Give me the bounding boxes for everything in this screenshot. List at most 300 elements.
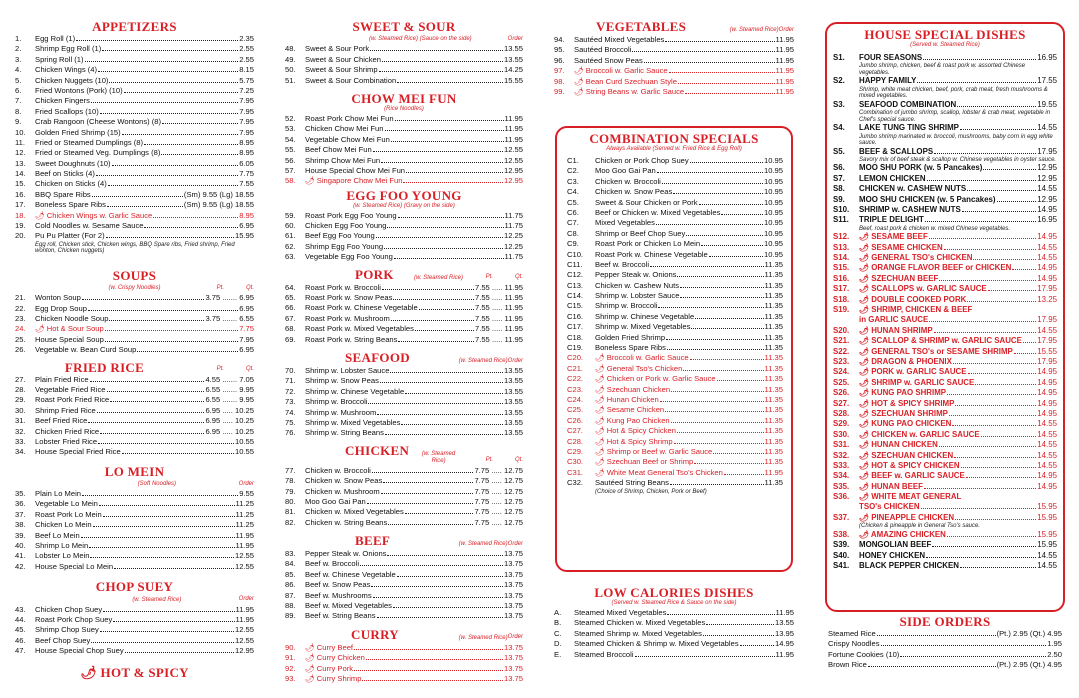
column-header: Order <box>778 26 794 33</box>
soups-subhead <box>15 283 254 293</box>
house-special-list <box>833 53 1057 571</box>
menu-item <box>833 502 1057 512</box>
chop-suey-subhead <box>15 594 254 604</box>
item-number: 16. <box>15 189 26 199</box>
dot-leader <box>960 567 1036 568</box>
item-number: 54. <box>285 134 296 144</box>
dot-leader <box>677 432 764 433</box>
dot-leader <box>385 434 503 435</box>
item-name: 🌶 Sesame Chicken <box>595 405 665 415</box>
item-name: Vegetable Fried Rice <box>35 384 106 394</box>
item-number: C24. <box>567 394 584 404</box>
item-number: 67. <box>285 313 296 323</box>
item-name: 🌶 HUNAN SHRIMP <box>859 325 933 335</box>
dot-leader <box>924 488 1036 489</box>
item-price: 17.95 <box>1037 336 1057 346</box>
item-name: SEAFOOD COMBINATION <box>859 99 957 109</box>
appetizers-list <box>15 34 254 255</box>
menu-item <box>833 367 1057 377</box>
item-price: 17.95 <box>1037 315 1057 325</box>
item-price: 12.95 <box>1037 194 1057 204</box>
menu-item <box>554 629 794 639</box>
item-number: S16. <box>833 273 850 283</box>
menu-item <box>554 35 794 45</box>
item-price: 13.55 <box>503 407 523 417</box>
dot-leader <box>373 597 503 598</box>
item-number: 26. <box>15 345 26 355</box>
item-name: Sweet & Sour Chicken <box>305 54 381 64</box>
item-price: 12.95 <box>503 165 523 175</box>
item-number: 72. <box>285 386 296 396</box>
item-number: S32. <box>833 450 850 460</box>
item-number: C31. <box>567 467 584 477</box>
item-name: House Special Chop Suey <box>35 646 124 656</box>
menu-item <box>833 492 1057 502</box>
item-name: Sautéed Broccoli <box>574 45 632 55</box>
item-number: 48. <box>285 44 296 54</box>
item-price: 11.95 <box>775 608 794 617</box>
item-number: 32. <box>15 426 26 436</box>
dot-leader <box>137 351 238 352</box>
section-subtitle: (w. Steamed Rice) (Sauce on the side) <box>368 36 472 43</box>
item-name: Crab Rangoon (Cheese Wontons) (8) <box>35 117 162 127</box>
item-name: 🌶 SHRIMP w. GARLIC SAUCE <box>859 377 975 387</box>
item-number: S9. <box>833 194 845 204</box>
side-orders-list <box>828 629 1062 671</box>
item-price: 14.55 <box>1037 184 1057 194</box>
vegetables-title-group <box>554 20 779 35</box>
section-subtitle: (Served w. Steamed Rice & Sauce on the side) <box>611 600 737 606</box>
section-subtitle: (w. Crispy Noodles) <box>108 285 161 292</box>
item-price: 10.95 <box>763 166 783 176</box>
menu-item <box>833 461 1057 471</box>
dot-leader <box>724 474 764 475</box>
dot-leader <box>419 309 474 310</box>
dot-leader <box>671 422 764 423</box>
menu-item <box>833 100 1057 110</box>
item-name: 🌶 DOUBLE COOKED PORK <box>859 294 967 304</box>
item-name: 🌶 Hot & Spicy Shrimp <box>595 436 673 446</box>
item-name: TRIPLE DELIGHT <box>859 215 924 225</box>
item-price: 11.35 <box>764 457 783 467</box>
item-name: 🌶 Broccoli w. Garlic Sauce <box>574 66 668 76</box>
item-number: C30. <box>567 457 584 467</box>
menu-item <box>833 195 1057 205</box>
dot-leader <box>81 537 235 538</box>
item-name: Shrimp Egg Roll (1) <box>35 44 102 54</box>
menu-item <box>15 625 254 635</box>
menu-item <box>833 378 1057 388</box>
item-note: (Choice of Shrimp, Chicken, Pork or Beef) <box>595 488 707 495</box>
menu-item <box>15 324 254 334</box>
menu-item <box>285 324 523 334</box>
item-name: 🌶 Curry Chicken <box>305 653 365 663</box>
item-number: C25. <box>567 405 584 415</box>
item-name: Chicken w. Mixed Vegetables <box>305 507 404 517</box>
item-price: 7.55 ..... 11.95 <box>475 324 523 334</box>
item-name: MOO SHU PORK (w. 5 Pancakes) <box>859 163 983 173</box>
dot-leader <box>662 183 763 184</box>
item-number: S10. <box>833 205 850 215</box>
item-price: 13.75 <box>503 673 523 683</box>
item-number: S38. <box>833 529 850 539</box>
dot-leader <box>124 92 239 93</box>
dot-leader <box>917 82 1036 83</box>
menu-item <box>567 229 783 239</box>
dot-leader <box>91 102 238 103</box>
section-title: CHOP SUEY <box>95 579 174 595</box>
menu-item <box>833 184 1057 194</box>
menu-item <box>828 660 1062 670</box>
column-header: Order <box>507 540 523 547</box>
menu-item <box>833 163 1057 173</box>
item-price: 14.25 <box>503 65 523 75</box>
dot-leader <box>100 631 234 632</box>
menu-item <box>15 117 254 127</box>
dot-leader <box>401 424 503 425</box>
item-price: 11.95 <box>775 76 794 86</box>
item-price: 13.75 <box>503 549 523 559</box>
dot-leader <box>122 134 239 135</box>
menu-item <box>567 343 783 353</box>
dot-leader <box>390 372 503 373</box>
fried-rice-head <box>15 361 254 375</box>
item-number: 3. <box>15 54 22 64</box>
dot-leader <box>103 516 235 517</box>
menu-item <box>833 174 1057 184</box>
menu-item <box>567 198 783 208</box>
item-name: Chicken or Pork Chop Suey <box>595 156 689 165</box>
item-name: Chicken Egg Foo Young <box>305 221 387 231</box>
item-name: Roast Pork w. String Beans <box>305 334 398 344</box>
item-price: 14.95 <box>1037 367 1057 377</box>
item-number: S25. <box>833 377 850 387</box>
item-price: 6.55 ....... 9.95 <box>205 395 254 405</box>
pork-list <box>285 283 523 345</box>
menu-item <box>285 549 523 559</box>
item-number: C15. <box>567 301 584 311</box>
dot-leader <box>955 519 1036 520</box>
item-price: 7.75 ..... 12.75 <box>474 496 523 506</box>
item-number: S14. <box>833 253 850 263</box>
menu-item <box>567 177 783 187</box>
item-price: 13.25 <box>1037 294 1057 304</box>
section-subtitle: (w. Steamed Rice) <box>421 450 456 464</box>
section-title: BEEF <box>355 533 391 549</box>
item-number: 21. <box>15 293 26 303</box>
dot-leader <box>393 299 474 300</box>
pork-head <box>285 268 523 283</box>
item-number: 22. <box>15 303 26 313</box>
item-number: 63. <box>285 252 296 262</box>
menu-item <box>567 156 783 166</box>
menu-item <box>833 451 1057 461</box>
item-number: 78. <box>285 476 296 486</box>
item-number: S12. <box>833 232 850 242</box>
dot-leader <box>1014 353 1036 354</box>
item-name: 🌶 SZECHUAN SHRIMP <box>859 408 948 418</box>
dot-leader <box>89 547 234 548</box>
item-name: Spring Roll (1) <box>35 54 84 64</box>
item-number: 83. <box>285 549 296 559</box>
item-price: 11.35 <box>764 343 783 353</box>
item-name: HAPPY FAMILY <box>859 76 917 86</box>
item-number: 29. <box>15 395 26 405</box>
chow-mei-fun-list <box>285 114 523 187</box>
item-price: 7.75 ..... 12.75 <box>474 486 523 496</box>
dot-leader <box>881 645 1047 646</box>
menu-item <box>567 312 783 322</box>
item-number: C28. <box>567 436 584 446</box>
item-number: 18. <box>15 210 26 220</box>
item-number: 13. <box>15 158 26 168</box>
item-name: Chicken Noodle Soup <box>35 314 109 323</box>
item-name: 🌶 Szechuan Beef or Shrimp <box>595 457 694 467</box>
dot-leader <box>671 391 763 392</box>
item-number: 76. <box>285 428 296 438</box>
section-title: 🌶 HOT & SPICY <box>80 664 189 680</box>
dot-leader <box>100 433 204 434</box>
item-price: 7.75 <box>239 324 254 334</box>
item-number: 98. <box>554 76 565 86</box>
item-price: 11.95 <box>775 66 794 76</box>
item-number: C21. <box>567 363 584 373</box>
item-name: FOUR SEASONS <box>859 53 923 62</box>
item-price: 14.55 <box>1037 242 1057 252</box>
menu-item <box>833 357 1057 367</box>
item-name: Shrimp w. Mixed Vegetables <box>305 417 401 427</box>
item-name: 🌶 HOT & SPICY CHICKEN <box>859 460 960 470</box>
menu-item <box>285 428 523 438</box>
dot-leader <box>953 363 1036 364</box>
dot-leader <box>701 245 763 246</box>
item-number: 4. <box>15 65 22 75</box>
curry-title-group <box>285 628 508 643</box>
menu-item <box>554 66 794 76</box>
dot-leader <box>354 649 503 650</box>
item-number: S3. <box>833 99 845 109</box>
menu-item <box>567 364 783 374</box>
menu-item <box>15 551 254 561</box>
item-number: 70. <box>285 366 296 375</box>
menu-item <box>833 243 1057 253</box>
item-price: (Sm) 9.55 (Lg) 18.55 <box>183 200 254 210</box>
section-subtitle: (Rice Noodles) <box>384 105 424 112</box>
menu-item <box>833 540 1057 550</box>
item-name: 🌶 BEEF w. GARLIC SAUCE <box>859 471 965 481</box>
item-name: Steamed Broccoli <box>574 649 634 659</box>
dot-leader <box>632 51 774 52</box>
item-number: 20. <box>15 231 26 241</box>
column-header: Qt. <box>514 274 523 281</box>
item-price: 13.55 <box>503 366 523 375</box>
item-number: C. <box>554 628 562 638</box>
item-price: 7.75 ..... 12.75 <box>474 507 523 517</box>
item-name: 🌶 Curry Shrimp <box>305 673 362 683</box>
item-number: S26. <box>833 388 850 398</box>
menu-item <box>285 135 523 145</box>
item-number: 58. <box>285 176 296 186</box>
item-number: 90. <box>285 642 296 652</box>
dot-leader <box>656 224 763 225</box>
item-number: 80. <box>285 496 296 506</box>
dot-leader <box>91 642 234 643</box>
item-price: 10.55 <box>234 436 254 446</box>
item-price: 10.95 <box>763 218 783 228</box>
item-name: Pepper Steak w. Onions <box>595 270 677 280</box>
item-price: 6.95 <box>239 221 254 231</box>
dot-leader <box>983 169 1036 170</box>
dot-leader <box>103 611 234 612</box>
dot-leader <box>110 401 204 402</box>
dot-leader <box>366 659 503 660</box>
item-name: Sweet Doughnuts (10) <box>35 158 111 168</box>
section-title: CURRY <box>351 626 399 642</box>
section-subtitle: (w. Steamed Rice) <box>458 541 508 548</box>
dot-leader <box>957 106 1036 107</box>
dot-leader <box>391 320 474 321</box>
item-name: 🌶 AMAZING CHICKEN <box>859 529 946 539</box>
item-number: 7. <box>15 96 22 106</box>
item-price: 11.95 <box>775 55 794 65</box>
item-name: Beef Lo Mein <box>35 530 80 540</box>
item-number: 25. <box>15 334 26 344</box>
item-price: 12.25 <box>503 231 523 241</box>
item-name: 🌶 GENERAL TSO's CHICKEN <box>859 253 973 263</box>
dot-leader <box>82 299 205 300</box>
section-subtitle: Always Available (Served w. Fried Rice & Egg Roll) <box>606 146 742 152</box>
item-price: 7.75 ..... 12.75 <box>474 517 523 527</box>
item-name: House Special Soup <box>35 334 104 344</box>
item-name: Beef w. Mushrooms <box>305 590 372 600</box>
menu-item <box>285 55 523 65</box>
item-name: Vegetable Egg Foo Young <box>305 252 393 262</box>
item-number: 47. <box>15 646 26 656</box>
item-price: 11.95 <box>504 134 523 144</box>
menu-item <box>15 489 254 499</box>
item-price: 1.95 <box>1047 639 1062 649</box>
menu-item <box>567 405 783 415</box>
item-price: 14.95 <box>774 639 794 649</box>
dot-leader <box>92 196 183 197</box>
item-price: 10.95 <box>763 156 783 165</box>
item-name: Chicken Chop Suey <box>35 604 103 614</box>
item-number: 14. <box>15 169 26 179</box>
column-header: Pt. <box>485 457 493 464</box>
menu-item <box>567 447 783 457</box>
menu-item <box>15 562 254 572</box>
item-price: 12.95 <box>234 646 254 656</box>
menu-item <box>15 304 254 314</box>
item-price: 7.95 <box>239 127 254 137</box>
item-name: Chicken on Sticks (4) <box>35 179 107 189</box>
item-number: S5. <box>833 146 845 156</box>
item-number: 73. <box>285 397 296 407</box>
item-number: C18. <box>567 332 584 342</box>
item-price: 19.55 <box>1037 99 1057 109</box>
item-name: Beef Egg Foo Young <box>305 231 375 241</box>
dot-leader <box>93 526 235 527</box>
item-price: 8.95 <box>239 148 254 158</box>
item-number: S22. <box>833 346 850 356</box>
menu-item <box>833 295 1057 305</box>
beef-title-group <box>285 534 508 549</box>
item-price: 14.55 <box>1037 560 1057 570</box>
dot-leader <box>153 217 238 218</box>
dot-leader <box>391 141 504 142</box>
item-price: 14.95 <box>1037 481 1057 491</box>
item-number: C19. <box>567 343 584 353</box>
item-price: 7.95 <box>239 334 254 344</box>
item-name: Chicken w. Broccoli <box>305 465 371 475</box>
item-name: Fried or Steamed Veg. Dumplings (8) <box>35 148 161 158</box>
menu-item <box>285 664 523 674</box>
item-price: 17.55 <box>1037 76 1057 86</box>
item-name: Beef Chop Suey <box>35 635 91 645</box>
item-price: 11.95 <box>775 35 794 44</box>
item-name: 🌶 DRAGON & PHOENIX <box>859 356 952 366</box>
item-price: 11.35 <box>764 374 783 384</box>
item-price: 10.95 <box>763 197 783 207</box>
section-subtitle: (w. Steamed Rice) <box>413 274 463 281</box>
dot-leader <box>372 472 474 473</box>
item-price: 12.55 <box>503 145 523 155</box>
menu-item <box>15 293 254 303</box>
item-number: 37. <box>15 509 26 519</box>
dot-leader <box>387 227 503 228</box>
item-price: 14.95 <box>1037 408 1057 418</box>
dot-leader <box>382 61 503 62</box>
item-number: 61. <box>285 231 296 241</box>
item-note: Shrimp, white meat chicken, beef, pork, crab meat, fresh mushrooms & mixed vegetables. <box>859 86 1048 100</box>
menu-item <box>15 211 254 221</box>
item-price: 11.95 <box>235 530 254 540</box>
curry-head <box>285 628 523 643</box>
dot-leader <box>680 287 764 288</box>
dot-leader <box>932 546 1036 547</box>
item-price: 2.55 <box>239 54 254 64</box>
menu-item <box>833 205 1057 215</box>
item-number: S41. <box>833 560 850 570</box>
menu-item <box>285 221 523 231</box>
item-number: C20. <box>567 353 584 363</box>
menu-item <box>15 65 254 75</box>
item-price: 8.15 <box>239 65 254 75</box>
low-calories-list <box>554 608 794 660</box>
item-price: 10.95 <box>763 207 783 217</box>
item-price: 13.55 <box>503 376 523 386</box>
item-name: 🌶 SZECHUAN CHICKEN <box>859 450 954 460</box>
item-price: 11.25 <box>235 509 254 519</box>
item-number: C9. <box>567 239 579 249</box>
item-name: Shrimp Fried Rice <box>35 405 96 415</box>
section-subtitle: (w. Steamed Rice) <box>458 634 508 641</box>
item-number: C8. <box>567 228 579 238</box>
item-number: 12. <box>15 148 26 158</box>
item-number: S34. <box>833 471 850 481</box>
dot-leader <box>360 565 503 566</box>
item-name: Sautéed String Beans <box>595 478 669 488</box>
dot-leader <box>162 123 238 124</box>
item-number: 92. <box>285 663 296 673</box>
dot-leader <box>973 259 1036 260</box>
section-subtitle: (w. Steamed Rice) <box>458 358 508 364</box>
item-name: Beef Chow Mei Fun <box>305 145 372 155</box>
item-price: 16.95 <box>1037 53 1057 62</box>
item-price: 12.95 <box>1037 173 1057 183</box>
item-name: 🌶 Chicken or Pork w. Garlic Sauce <box>595 374 716 384</box>
item-price: 7.95 <box>239 106 254 116</box>
